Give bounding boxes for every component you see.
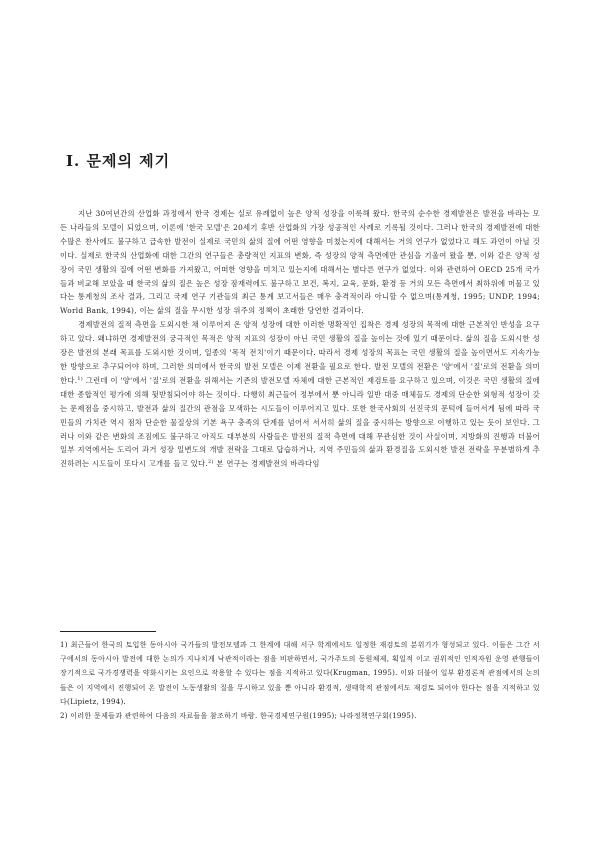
paragraph-2-part-1: 경제발전의 질적 측면을 도외시한 채 이루어져 온 양적 성장에 대한 이러한 명확적인 집착은 경제 성장의 목적에 대한 근본적인 반성을 요구하고 있다. 왜냐하면 경제발전의 궁극적인 목적은 양적 지표의 성장이 아닌 국민 생활의 질을 높이는 것에 있기 때문이다. 삶의 질을 도외시한 성장은 발전의 본래 목표를 도외시한 것이며, 일종의 '목적 전치'이기 때문이다. 따라서 경제 성장의 목표는 국민 생활의 질을 높이면서도 지속가능한 방향으로 추구되어야 하며, 그러한 의미에서 한국의 발전 모델은 이제 전환을 필요로 한다. 발전 모델의 전환은 '양'에서 '질'로의 전환을 의미한다. [60,320,540,385]
footnote-ref-2[interactable]: 2) [208,459,214,466]
section-title: Ⅰ. 문제의 제기 [66,152,171,170]
paragraph-2 [60,318,540,471]
body-text [60,207,540,471]
footnote-1: 1) 최근들어 한국의 토입한 동아시아 국가들의 발전모델과 그 한계에 대해 서구 학계에서도 일정한 재검토의 분위기가 형성되고 있다. 이들은 그간 서구에서의 동아시아 발전에 대한 논의가 지나치게 낙관적이라는 점을 비판하면서, 국가주도의 동원체제, 획일적 이고 권위적인 인적자원 운영 관행들이 장기적으로 국가경쟁력을 약화시키는 요인으로 작용할 수 있다는 점을 지적하고 있다(Krugman, 1995). 이와 더불어 일부 환경론적 관점에서의 논의들은 이 지역에서 진행되어 온 발전이 노동생활의 질을 무시하고 있을 뿐 아니라 환경적, 생태학적 관점에서도 재검토 되어야 한다는 점을 지적하고 있다(Lipietz, 1994). [60,641,540,706]
paragraph-1: 지난 30여년간의 산업화 과정에서 한국 경제는 실로 유례없이 높은 양적 성장을 이룩해 왔다. 한국의 순수한 경제발전은 발전을 바라는 모든 나라들의 모델이 되었으며, 이론에 '한국 모델'은 20세기 후반 산업화의 가장 성공적인 사례로 기록될 것이다. 그러나 한국의 경제발전에 대한 수많은 찬사에도 불구하고 급속한 발전이 실제로 국민의 삶의 질에 어떤 영향을 미쳤는지에 대해서는 거의 연구가 없었다고 해도 과언이 아닐 것이다. 실제로 한국의 산업화에 대한 그간의 연구들은 총량적인 지표의 변화, 즉 성장의 양적 측면에만 관심을 기울여 왔을 뿐, 이와 같은 양적 성장이 국민 생활의 질에 어떤 변화를 가져왔고, 어떠한 영향을 미치고 있는지에 대해서는 별다른 연구가 없었다. 이와 관련하여 OECD 25개 국가들과 비교해 보았을 때 한국의 삶의 질은 높은 성장 잠재력에도 불구하고 보건, 복지, 교육, 문화, 환경 등 거의 모든 측면에서 최하위에 머물고 있다는 통계청의 조사 결과, 그리고 국제 연구 기관들의 최근 통계 보고서들은 매우 충격적이라 아니할 수 없으며(통계청, 1995; UNDP, 1994; World Bank, 1994), 이는 삶의 질을 무시한 성장 위주의 정책이 초래한 당연한 결과이다. [60,209,540,316]
footnote-ref-1[interactable]: 1) [77,375,84,382]
footnote-divider [60,631,156,632]
paragraph-2-part-3: 본 연구는 경제발전의 바라다임 [213,459,320,469]
paragraph-2-part-2: 그런데 이 '양'에서 '질'로의 전환을 위해서는 기존의 발전모델 자체에 대한 근본적인 재검토를 요구하고 있으며, 이것은 국민 생활의 질에 대한 종합적인 평가에 의해 뒷받침되어야 하는 것이다. 다행히 최근들어 정부에서 뿐 아니라 일반 대중 매체들도 경제의 단순한 외형적 성장이 갖는 문제점을 중시하고, 발전과 삶의 질간의 관점을 모색하는 시도들이 이루어지고 있다. 또한 한국사회의 선진국의 문턱에 들어서게 됨에 따라 국민들의 가치관 역시 점차 단순한 물질상의 기본 욕구 충족의 단계를 넘어서 서서히 삶의 질을 중시하는 방향으로 이행하고 있는 듯이 보인다. 그러나 이와 같은 변화의 조짐에도 불구하고 아직도 대부분의 사람들은 발전의 질적 측면에 대해 무관심한 것이 사실이며, 지방화의 진행과 더불어 일부 지역에서는 도리어 과거 성장 일변도의 개발 전략을 그대로 답습하거나, 지역 주민들의 삶과 환경질을 도외시한 발전 전략을 무분별하게 추진하려는 시도들이 또다시 고개를 들고 있다. [60,375,540,469]
footnotes [60,638,540,723]
footnote-2: 2) 이러한 문제들과 관련하여 다음의 자료들을 참조하기 바람. 한국경제연구원(1995); 나라정책연구회(1995). [60,712,417,721]
